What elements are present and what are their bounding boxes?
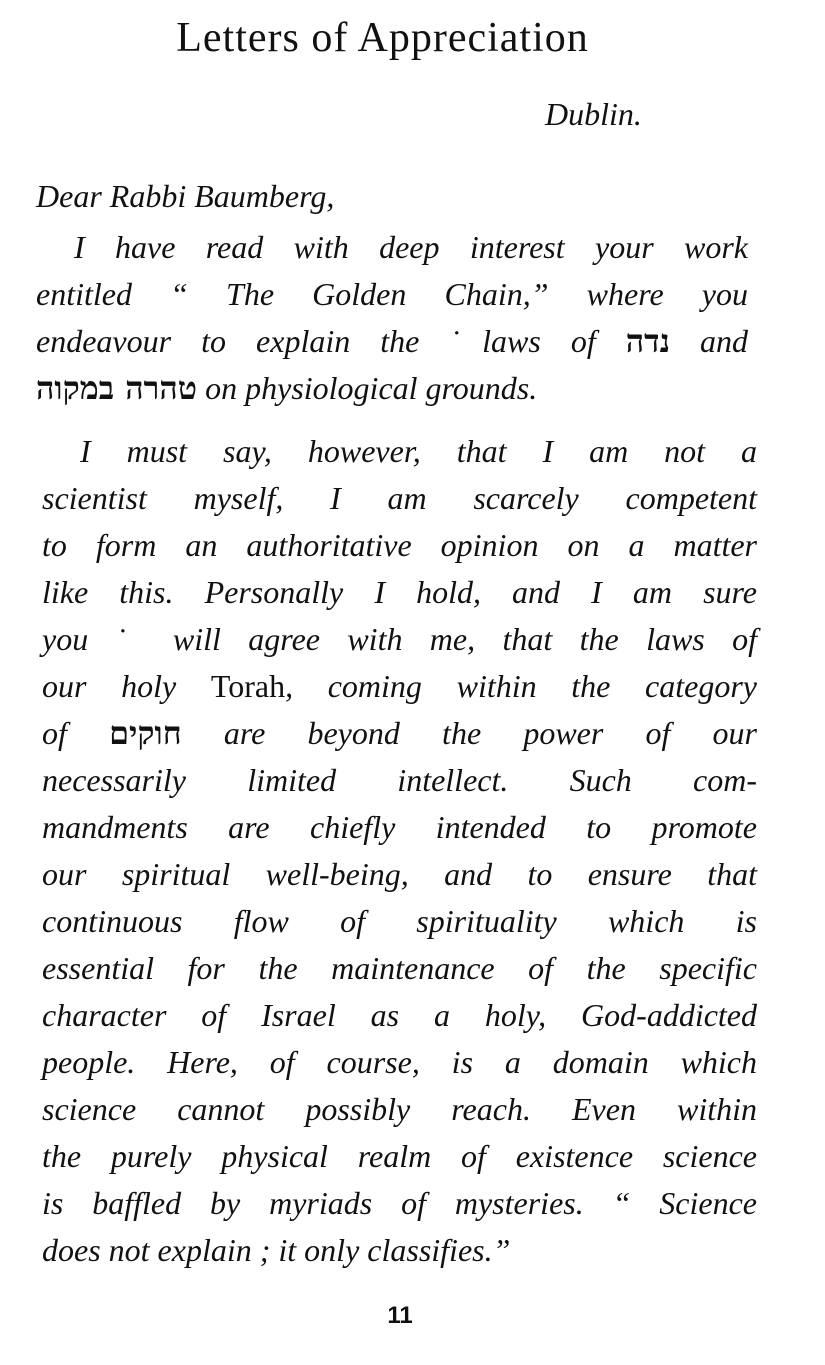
- text-line: entitled “ The Golden Chain,” where you: [36, 276, 748, 312]
- text-fragment: Torah: [210, 668, 286, 704]
- hebrew-term: טהרה במקוה: [36, 369, 198, 407]
- hebrew-term: נדה: [625, 322, 670, 360]
- hebrew-term: חוקים: [109, 714, 182, 752]
- text-line: mandments are chiefly intended to promote: [42, 809, 757, 845]
- text-line: essential for the maintenance of the specific: [42, 950, 757, 986]
- text-fragment: our holy: [42, 668, 211, 704]
- text-fragment: and: [669, 323, 749, 359]
- text-fragment: , coming within the category: [285, 668, 758, 704]
- text-line: [36, 365, 748, 412]
- text-line: scientist myself, I am scarcely competent: [42, 480, 757, 516]
- text-line: character of Israel as a holy, God-addicted: [42, 997, 757, 1033]
- letter-place: Dublin.: [545, 96, 642, 132]
- text-line: people. Here, of course, is a domain which: [42, 1044, 757, 1080]
- page-number: 11: [387, 1302, 413, 1329]
- text-fragment: endeavour to explain the ˙laws of: [36, 323, 626, 359]
- page-title: Letters of Appreciation: [176, 15, 589, 61]
- text-line: is baffled by myriads of mysteries. “ Science: [42, 1185, 757, 1221]
- text-line: like this. Personally I hold, and I am sure: [42, 574, 757, 610]
- text-line: [42, 663, 757, 710]
- text-line: our spiritual well-being, and to ensure that: [42, 856, 757, 892]
- letter-paragraph-1: [36, 224, 748, 412]
- letter-salutation: Dear Rabbi Baumberg,: [36, 178, 335, 214]
- text-line: you ˙ will agree with me, that the laws of: [42, 621, 757, 657]
- text-line: to form an authoritative opinion on a matter: [42, 527, 757, 563]
- text-line: I must say, however, that I am not a: [80, 433, 757, 469]
- text-line: [42, 710, 757, 757]
- text-fragment: on physiological grounds.: [197, 370, 538, 406]
- text-line: does not explain ; it only classifies.”: [42, 1232, 511, 1268]
- text-line: continuous flow of spirituality which is: [42, 903, 757, 939]
- text-line: [36, 318, 748, 365]
- text-line: the purely physical realm of existence science: [42, 1138, 757, 1174]
- text-fragment: of: [42, 715, 110, 751]
- text-line: science cannot possibly reach. Even within: [42, 1091, 757, 1127]
- text-line: necessarily limited intellect. Such com-: [42, 762, 757, 798]
- text-line: I have read with deep interest your work: [74, 229, 748, 265]
- letter-paragraph-2: [42, 428, 757, 1274]
- text-fragment: are beyond the power of our: [181, 715, 758, 751]
